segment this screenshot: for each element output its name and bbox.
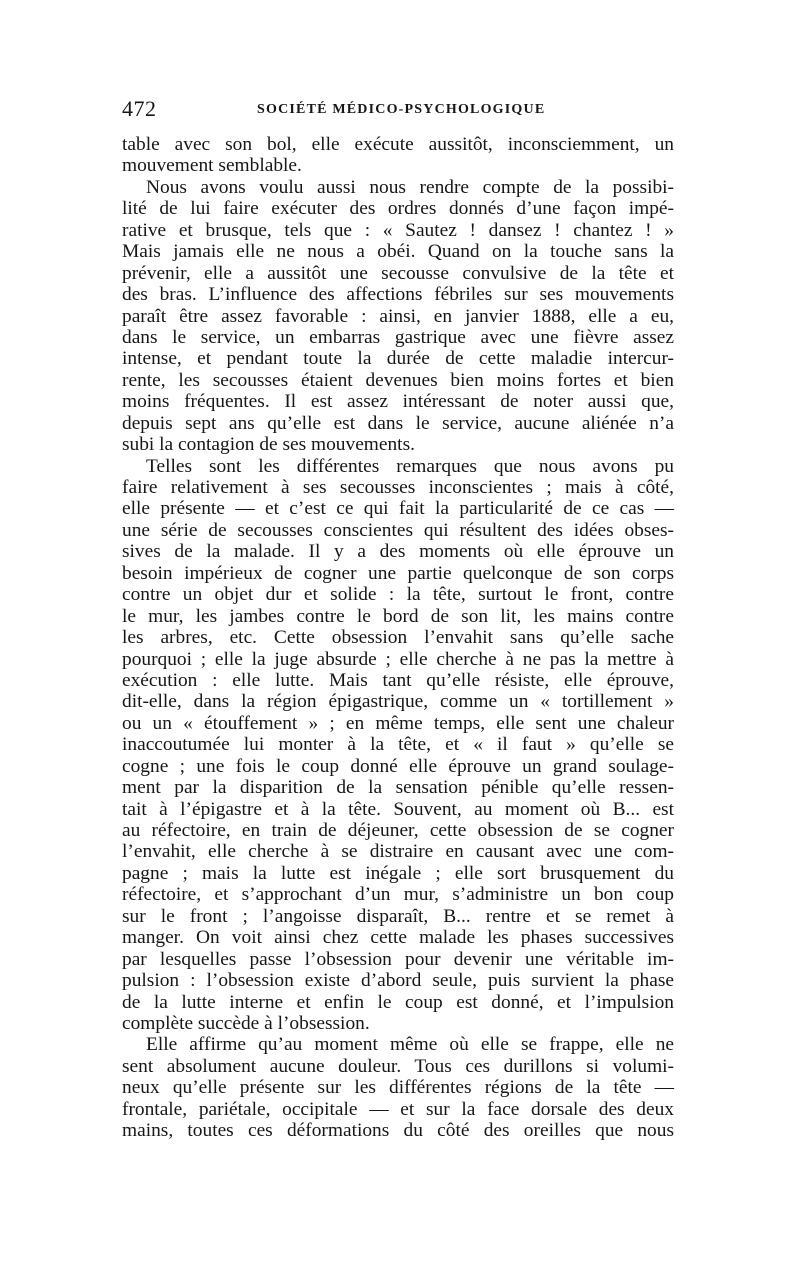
text-line: rative et brusque, tels que : « Sautez ! dansez ! chantez ! »: [122, 219, 674, 241]
text-line: pulsion : l’obsession existe d’abord seule, puis survient la phase: [122, 970, 674, 992]
text-line: ou un « étouffement » ; en même temps, elle sent une chaleur: [122, 712, 674, 734]
text-line: table avec son bol, elle exécute aussitôt, inconsciemment, un: [122, 134, 674, 155]
text-line: frontale, pariétale, occipitale — et sur la face dorsale des deux: [122, 1098, 674, 1120]
text-line: des bras. L’influence des affections fébriles sur ses mouvements: [122, 284, 674, 306]
text-line: par lesquelles passe l’obsession pour devenir une véritable im-: [122, 948, 674, 970]
text-line: au réfectoire, en train de déjeuner, cette obsession de se cogner: [122, 820, 674, 841]
text-line: tait à l’épigastre et à la tête. Souvent, au moment où B... est: [122, 798, 674, 820]
text-line: exécution : elle lutte. Mais tant qu’elle résiste, elle éprouve,: [122, 669, 674, 691]
body-text: [122, 134, 674, 1142]
text-line: sives de la malade. Il y a des moments où elle éprouve un: [122, 541, 674, 563]
text-line: elle présente — et c’est ce qui fait la particularité de ce cas —: [122, 498, 674, 520]
text-line: une série de secousses conscientes qui résultent des idées obses-: [122, 519, 674, 541]
text-line: contre un objet dur et solide : la tête, surtout le front, contre: [122, 584, 674, 606]
text-line: faire relativement à ses secousses inconscientes ; mais à côté,: [122, 477, 674, 498]
text-line: cogne ; une fois le coup donné elle éprouve un grand soulage-: [122, 755, 674, 777]
text-line: Telles sont les différentes remarques que nous avons pu: [146, 455, 674, 477]
text-line: inaccoutumée lui monter à la tête, et « il faut » qu’elle se: [122, 734, 674, 756]
text-line: sur le front ; l’angoisse disparaît, B... rentre et se remet à: [122, 905, 674, 927]
text-line: mouvement semblable.: [122, 155, 302, 177]
text-line: pagne ; mais la lutte est inégale ; elle sort brusquement du: [122, 862, 674, 884]
page-number: 472: [122, 96, 157, 121]
text-line: les arbres, etc. Cette obsession l’envahit sans qu’elle sache: [122, 627, 674, 649]
text-line: prévenir, elle a aussitôt une secousse convulsive de la tête et: [122, 262, 674, 284]
text-line: de la lutte interne et enfin le coup est donné, et l’impulsion: [122, 991, 674, 1013]
text-line: Mais jamais elle ne nous a obéi. Quand on la touche sans la: [122, 241, 674, 263]
text-line: mains, toutes ces déformations du côté des oreilles que nous: [122, 1120, 674, 1142]
text-line: réfectoire, et s’approchant d’un mur, s’administre un bon coup: [122, 884, 674, 906]
text-line: moins fréquentes. Il est assez intéressant de noter aussi que,: [122, 391, 674, 413]
text-line: lité de lui faire exécuter des ordres donnés d’une façon impé-: [122, 198, 674, 220]
text-line: rente, les secousses étaient devenues bien moins fortes et bien: [122, 369, 674, 391]
journal-title: SOCIÉTÉ MÉDICO-PSYCHOLOGIQUE: [257, 102, 546, 117]
text-line: pourquoi ; elle la juge absurde ; elle cherche à ne pas la mettre à: [122, 648, 674, 670]
text-line: depuis sept ans qu’elle est dans le service, aucune aliénée n’a: [122, 412, 674, 434]
text-line: dans le service, un embarras gastrique avec une fièvre assez: [122, 326, 674, 348]
text-line: subi la contagion de ses mouvements.: [122, 434, 415, 456]
text-line: Nous avons voulu aussi nous rendre compte de la possibi-: [146, 176, 674, 198]
text-line: complète succède à l’obsession.: [122, 1012, 370, 1034]
text-line: ment par la disparition de la sensation pénible qu’elle ressen-: [122, 777, 674, 799]
text-line: l’envahit, elle cherche à se distraire en causant avec une com-: [122, 841, 674, 863]
text-line: intense, et pendant toute la durée de cette maladie intercur-: [122, 348, 674, 370]
text-line: sent absolument aucune douleur. Tous ces durillons si volumi-: [122, 1055, 674, 1077]
text-line: besoin impérieux de cogner une partie quelconque de son corps: [122, 562, 674, 584]
running-head: [122, 96, 674, 126]
text-line: neux qu’elle présente sur les différentes régions de la tête —: [122, 1077, 674, 1099]
text-line: paraît être assez favorable : ainsi, en janvier 1888, elle a eu,: [122, 305, 674, 327]
text-line: Elle affirme qu’au moment même où elle se frappe, elle ne: [146, 1034, 674, 1056]
text-line: le mur, les jambes contre le bord de son lit, les mains contre: [122, 605, 674, 627]
text-line: manger. On voit ainsi chez cette malade les phases successives: [122, 927, 674, 949]
text-line: dit-elle, dans la région épigastrique, comme un « tortillement »: [122, 691, 674, 713]
